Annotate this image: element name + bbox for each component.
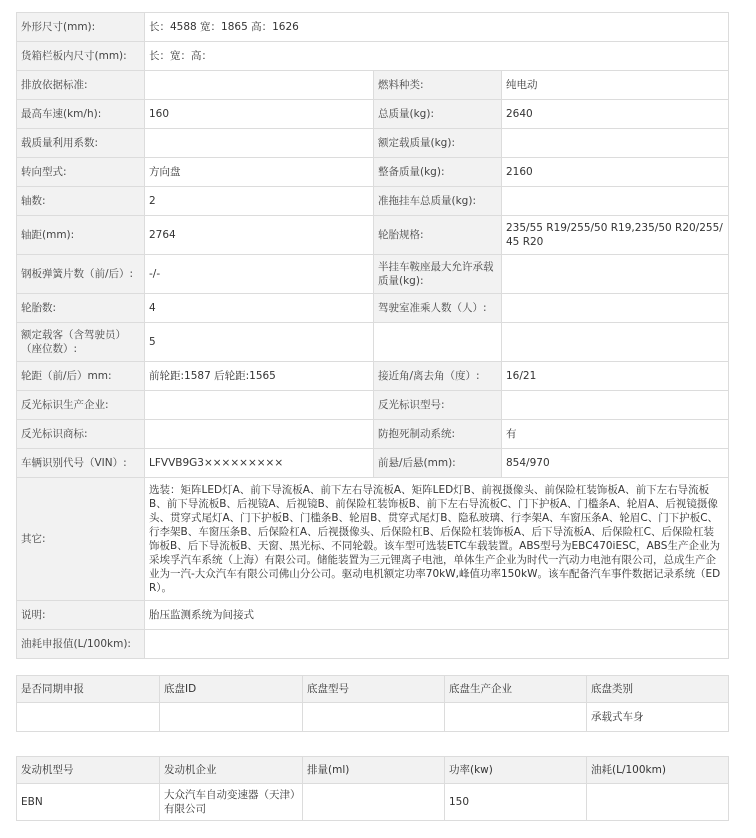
spec-value: 854/970 — [502, 449, 729, 478]
spec-label: 载质量利用系数: — [17, 129, 145, 158]
spec-value: 2 — [145, 187, 374, 216]
table-cell — [303, 784, 445, 821]
column-header: 排量(ml) — [303, 757, 445, 784]
column-header: 底盘ID — [160, 676, 303, 703]
spec-value: 5 — [145, 323, 374, 362]
spec-value: 160 — [145, 100, 374, 129]
spec-value: 选装：矩阵LED灯A、前下导流板A、前下左右导流板A、矩阵LED灯B、前视摄像头、前保险杠装饰板A、前下左右导流板B、前下导流板B、后视镜A、后视镜B、前保险杠装饰板B、前下左右导流板C、门下护板A、门槛条A、轮眉A、后视镜摄像头、贯穿式尾灯A、门下护板B、门槛条B、轮眉B、贯穿式尾灯B、隐私玻璃、行李架A、车窗压条A、轮眉C、门下护板C、行李架B、车窗压条B、后保险杠A、后视摄像头、后保险杠B、后保险杠装饰板A、后下导流板A、后保险杠C、后保险杠装饰板B、后下导流板B、天窗、黑光标、不同轮毂。该车型可选装ETC车载装置。ABS型号为EBC470iESC，ABS生产企业为采埃孚汽车系统（上海）有限公司。储能装置为三元锂离子电池，单体生产企业为时代一汽动力电池有限公司，总成生产企业为一汽-大众汽车有限公司佛山分公司。驱动电机额定功率70kW,峰值功率150kW。该车配备汽车事件数据记录系统（EDR）。 — [145, 478, 729, 601]
spec-label: 轮距（前/后）mm: — [17, 362, 145, 391]
spec-label: 说明: — [17, 601, 145, 630]
spec-row — [17, 187, 729, 216]
spec-value — [502, 323, 729, 362]
spec-value: 4 — [145, 294, 374, 323]
spec-row-cargo-dimensions — [17, 42, 729, 71]
spec-value: -/- — [145, 255, 374, 294]
spec-label: 轮胎数: — [17, 294, 145, 323]
table-cell: 承载式车身 — [587, 703, 729, 732]
spec-label: 其它: — [17, 478, 145, 601]
spec-label: 额定载质量(kg): — [374, 129, 502, 158]
spec-label: 前悬/后悬(mm): — [374, 449, 502, 478]
table-cell — [17, 703, 160, 732]
spec-label: 总质量(kg): — [374, 100, 502, 129]
column-header: 油耗(L/100km) — [587, 757, 729, 784]
spec-value: 胎压监测系统为间接式 — [145, 601, 729, 630]
spec-value: 16/21 — [502, 362, 729, 391]
spec-row — [17, 255, 729, 294]
table-cell — [587, 784, 729, 821]
spec-label: 反光标识生产企业: — [17, 391, 145, 420]
spec-row — [17, 362, 729, 391]
spec-row — [17, 294, 729, 323]
spec-label: 反光标识型号: — [374, 391, 502, 420]
table-row — [17, 703, 729, 732]
spec-label: 反光标识商标: — [17, 420, 145, 449]
spec-value: 2640 — [502, 100, 729, 129]
spec-value — [145, 71, 374, 100]
spec-value: 前轮距:1587 后轮距:1565 — [145, 362, 374, 391]
spec-label: 车辆识别代号（VIN）: — [17, 449, 145, 478]
spec-value: 2160 — [502, 158, 729, 187]
column-header: 底盘类别 — [587, 676, 729, 703]
spec-label: 转向型式: — [17, 158, 145, 187]
spec-row-fuel — [17, 630, 729, 659]
spec-row — [17, 71, 729, 100]
spec-row — [17, 323, 729, 362]
spec-label: 准拖挂车总质量(kg): — [374, 187, 502, 216]
spec-value: 2764 — [145, 216, 374, 255]
engine-table — [16, 756, 729, 821]
spec-row-dimensions — [17, 13, 729, 42]
spec-label: 燃料种类: — [374, 71, 502, 100]
spec-label: 防抱死制动系统: — [374, 420, 502, 449]
column-header: 发动机企业 — [160, 757, 303, 784]
table-header-row — [17, 676, 729, 703]
spec-value: 纯电动 — [502, 71, 729, 100]
table-row — [17, 784, 729, 821]
spec-row-other — [17, 478, 729, 601]
spec-row — [17, 158, 729, 187]
table-cell: 大众汽车自动变速器（天津）有限公司 — [160, 784, 303, 821]
spec-value — [502, 129, 729, 158]
spec-label: 轴数: — [17, 187, 145, 216]
spec-row — [17, 100, 729, 129]
table-header-row — [17, 757, 729, 784]
chassis-table — [16, 675, 729, 732]
spec-value — [145, 420, 374, 449]
spec-value: 长：4588 宽：1865 高：1626 — [145, 13, 729, 42]
spec-label: 排放依据标准: — [17, 71, 145, 100]
spec-label: 最高车速(km/h): — [17, 100, 145, 129]
table-cell: EBN — [17, 784, 160, 821]
spec-label: 半挂车鞍座最大允许承载质量(kg): — [374, 255, 502, 294]
table-cell — [303, 703, 445, 732]
spec-row — [17, 391, 729, 420]
spec-row — [17, 129, 729, 158]
spec-value — [502, 187, 729, 216]
spec-value — [145, 630, 729, 659]
spec-value: 235/55 R19/255/50 R19,235/50 R20/255/45 R20 — [502, 216, 729, 255]
table-cell — [160, 703, 303, 732]
table-cell — [445, 703, 587, 732]
column-header: 底盘生产企业 — [445, 676, 587, 703]
spec-row-vin — [17, 449, 729, 478]
vehicle-spec-table — [16, 12, 729, 659]
spec-label: 整备质量(kg): — [374, 158, 502, 187]
spec-label: 油耗申报值(L/100km): — [17, 630, 145, 659]
spec-row — [17, 420, 729, 449]
spec-label: 接近角/离去角（度）: — [374, 362, 502, 391]
column-header: 发动机型号 — [17, 757, 160, 784]
spec-value: 方向盘 — [145, 158, 374, 187]
spec-value — [145, 129, 374, 158]
column-header: 功率(kw) — [445, 757, 587, 784]
spec-label — [374, 323, 502, 362]
spec-value — [502, 255, 729, 294]
spec-label: 轴距(mm): — [17, 216, 145, 255]
column-header: 是否同期申报 — [17, 676, 160, 703]
spec-row — [17, 216, 729, 255]
spec-label: 轮胎规格: — [374, 216, 502, 255]
column-header: 底盘型号 — [303, 676, 445, 703]
spec-row-note — [17, 601, 729, 630]
spec-label: 驾驶室准乘人数（人）: — [374, 294, 502, 323]
spec-value: LFVVB9G3××××××××× — [145, 449, 374, 478]
spec-value — [145, 391, 374, 420]
spec-value: 长：宽：高： — [145, 42, 729, 71]
spec-value: 有 — [502, 420, 729, 449]
spec-label: 额定载客（含驾驶员）（座位数）: — [17, 323, 145, 362]
spec-label: 钢板弹簧片数（前/后）: — [17, 255, 145, 294]
spec-label: 货箱栏板内尺寸(mm): — [17, 42, 145, 71]
spec-label: 外形尺寸(mm): — [17, 13, 145, 42]
table-cell: 150 — [445, 784, 587, 821]
spec-value — [502, 294, 729, 323]
spec-value — [502, 391, 729, 420]
